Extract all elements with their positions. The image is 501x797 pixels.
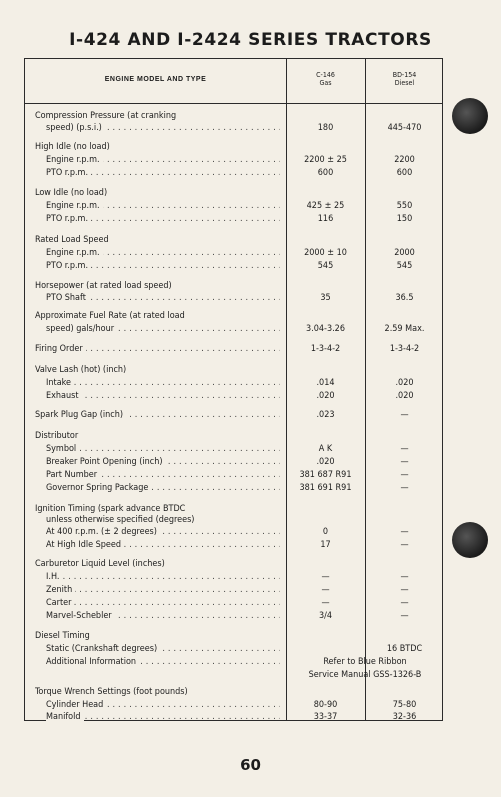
row-label: Horsepower (at rated load speed) [35, 281, 175, 291]
table-row [25, 154, 444, 166]
value-c146: 116 [317, 214, 334, 224]
page-title: I-424 AND I-2424 SERIES TRACTORS [69, 30, 432, 50]
value-bd154: — [400, 444, 409, 454]
table-row [25, 343, 444, 355]
value-bd154: — [400, 483, 409, 493]
table-row [25, 610, 444, 622]
value-c146: 33-37 [313, 712, 338, 722]
value-c146: 35 [320, 293, 331, 303]
value-bd154: 150 [396, 214, 413, 224]
value-bd154: — [400, 527, 409, 537]
table-row [25, 699, 444, 711]
row-label: unless otherwise specified (degrees) [46, 515, 197, 525]
value-bd154: — [400, 457, 409, 467]
row-label: speed) (p.s.i.) [46, 123, 105, 133]
section-label: Ignition Timing (spark advance BTDC [35, 504, 188, 514]
table-row [25, 122, 444, 134]
section-label: Carburetor Liquid Level (inches) [35, 559, 168, 569]
table-row [25, 280, 444, 292]
table-row [25, 110, 444, 122]
table-row [25, 390, 444, 402]
binder-hole [452, 98, 488, 134]
row-label: Engine r.p.m. [46, 248, 103, 258]
value-c146: 545 [317, 261, 334, 271]
value-c146: 600 [317, 168, 334, 178]
row-label: Marvel-Schebler [46, 611, 115, 621]
header-bd154-type: Diesel [394, 79, 415, 87]
value-c146: — [321, 585, 330, 595]
value-c146: 2200 ± 25 [304, 155, 347, 165]
table-row [25, 597, 444, 609]
value-bd154: 16 BTDC [386, 644, 423, 654]
value-bd154: 1-3-4-2 [389, 344, 420, 354]
value-bd154: — [400, 611, 409, 621]
value-c146: A K [318, 444, 333, 454]
value-bd154: 445-470 [387, 123, 422, 133]
header-c146 [286, 71, 365, 87]
table-row [25, 643, 444, 655]
value-bd154: — [400, 598, 409, 608]
section-label: Low Idle (no load) [35, 188, 110, 198]
value-c146: .014 [316, 378, 335, 388]
row-label: Engine r.p.m. [46, 155, 103, 165]
table-row [25, 409, 444, 421]
table-row [25, 526, 444, 538]
value-c146: 425 ± 25 [306, 201, 345, 211]
row-label: Engine r.p.m. [46, 201, 103, 211]
value-bd154: — [400, 470, 409, 480]
value-c146: 381 691 R91 [299, 483, 352, 493]
value-c146: 3.04-3.26 [306, 324, 345, 334]
row-label: Breaker Point Opening (inch) [46, 457, 166, 467]
table-row [25, 310, 444, 322]
binder-hole [452, 522, 488, 558]
row-label: speed) gals/hour [46, 324, 117, 334]
value-bd154: — [400, 572, 409, 582]
table-row [25, 323, 444, 335]
value-bd154: 2200 [394, 155, 415, 165]
value-c146: 180 [317, 123, 334, 133]
value-bd154: 545 [396, 261, 413, 271]
row-label: Additional Information [46, 657, 139, 667]
header-c146-model: C-146 [316, 71, 335, 79]
section-label: High Idle (no load) [35, 142, 113, 152]
table-row [25, 686, 444, 698]
table-row [25, 514, 444, 526]
table-row [25, 443, 444, 455]
row-label: Approximate Fuel Rate (at rated load [35, 311, 188, 321]
table-row [25, 377, 444, 389]
additional-info-line-2: Service Manual GSS-1326-B [308, 670, 422, 680]
row-label: PTO r.p.m. [46, 261, 91, 271]
value-c146: 17 [320, 540, 331, 550]
header-bd154 [365, 71, 444, 87]
header-c146-type: Gas [319, 79, 332, 87]
row-label: PTO r.p.m. [46, 214, 91, 224]
row-label: At High Idle Speed [46, 540, 124, 550]
value-c146: 0 [322, 527, 329, 537]
table-row [25, 247, 444, 259]
row-label: I.H. [46, 572, 62, 582]
value-c146: 3/4 [318, 611, 333, 621]
spec-table [24, 58, 443, 721]
value-bd154: 36.5 [395, 293, 414, 303]
header-engine-model-label: ENGINE MODEL AND TYPE [104, 76, 207, 83]
row-label: At 400 r.p.m. (± 2 degrees) [46, 527, 160, 537]
section-label: Torque Wrench Settings (foot pounds) [35, 687, 191, 697]
table-row [25, 167, 444, 179]
row-label: Zenith [46, 585, 75, 595]
header-divider [25, 103, 442, 104]
section-label: Valve Lash (hot) (inch) [35, 365, 129, 375]
table-row [25, 364, 444, 376]
table-row [25, 630, 444, 642]
row-label: Part Number [46, 470, 100, 480]
row-label: PTO Shaft [46, 293, 89, 303]
row-label: Governor Spring Package [46, 483, 151, 493]
table-row [25, 187, 444, 199]
row-label: Intake [46, 378, 74, 388]
value-bd154: .020 [395, 378, 414, 388]
value-bd154: — [400, 585, 409, 595]
value-c146: .023 [316, 410, 335, 420]
table-row [25, 234, 444, 246]
table-row [25, 656, 444, 668]
table-row [25, 669, 444, 681]
value-c146: 1-3-4-2 [310, 344, 341, 354]
row-label: Exhaust [46, 391, 82, 401]
value-bd154: 2.59 Max. [384, 324, 425, 334]
table-row [25, 213, 444, 225]
table-row [25, 711, 444, 723]
table-row [25, 558, 444, 570]
value-bd154: 550 [396, 201, 413, 211]
section-label: Rated Load Speed [35, 235, 112, 245]
table-row [25, 200, 444, 212]
value-bd154: — [400, 540, 409, 550]
section-label: Distributor [35, 431, 81, 441]
value-c146: — [321, 598, 330, 608]
value-c146: 381 687 R91 [299, 470, 352, 480]
additional-info-line-1: Refer to Blue Ribbon [323, 657, 407, 667]
value-bd154: .020 [395, 391, 414, 401]
row-label: Symbol [46, 444, 79, 454]
row-label: Cylinder Head [46, 700, 106, 710]
table-row [25, 456, 444, 468]
value-bd154: — [400, 410, 409, 420]
table-row [25, 141, 444, 153]
row-label: Spark Plug Gap (inch) [35, 410, 126, 420]
value-c146: .020 [316, 391, 335, 401]
section-label: Diesel Timing [35, 631, 93, 641]
table-row [25, 482, 444, 494]
page-number: 60 [240, 756, 261, 774]
value-bd154: 75-80 [392, 700, 417, 710]
header-bd154-model: BD-154 [392, 71, 417, 79]
value-c146: 80-90 [313, 700, 338, 710]
row-label: Firing Order [35, 344, 86, 354]
table-row [25, 292, 444, 304]
row-label: Carter [46, 598, 74, 608]
row-label: Compression Pressure (at cranking [35, 111, 179, 121]
value-bd154: 600 [396, 168, 413, 178]
row-label: Manifold [46, 712, 84, 722]
table-row [25, 469, 444, 481]
row-label: Static (Crankshaft degrees) [46, 644, 160, 654]
table-row [25, 260, 444, 272]
value-c146: — [321, 572, 330, 582]
table-row [25, 584, 444, 596]
value-bd154: 32-36 [392, 712, 417, 722]
table-row [25, 430, 444, 442]
value-c146: .020 [316, 457, 335, 467]
row-label: PTO r.p.m. [46, 168, 91, 178]
value-bd154: 2000 [394, 248, 415, 258]
table-row [25, 539, 444, 551]
value-c146: 2000 ± 10 [304, 248, 347, 258]
table-row [25, 571, 444, 583]
